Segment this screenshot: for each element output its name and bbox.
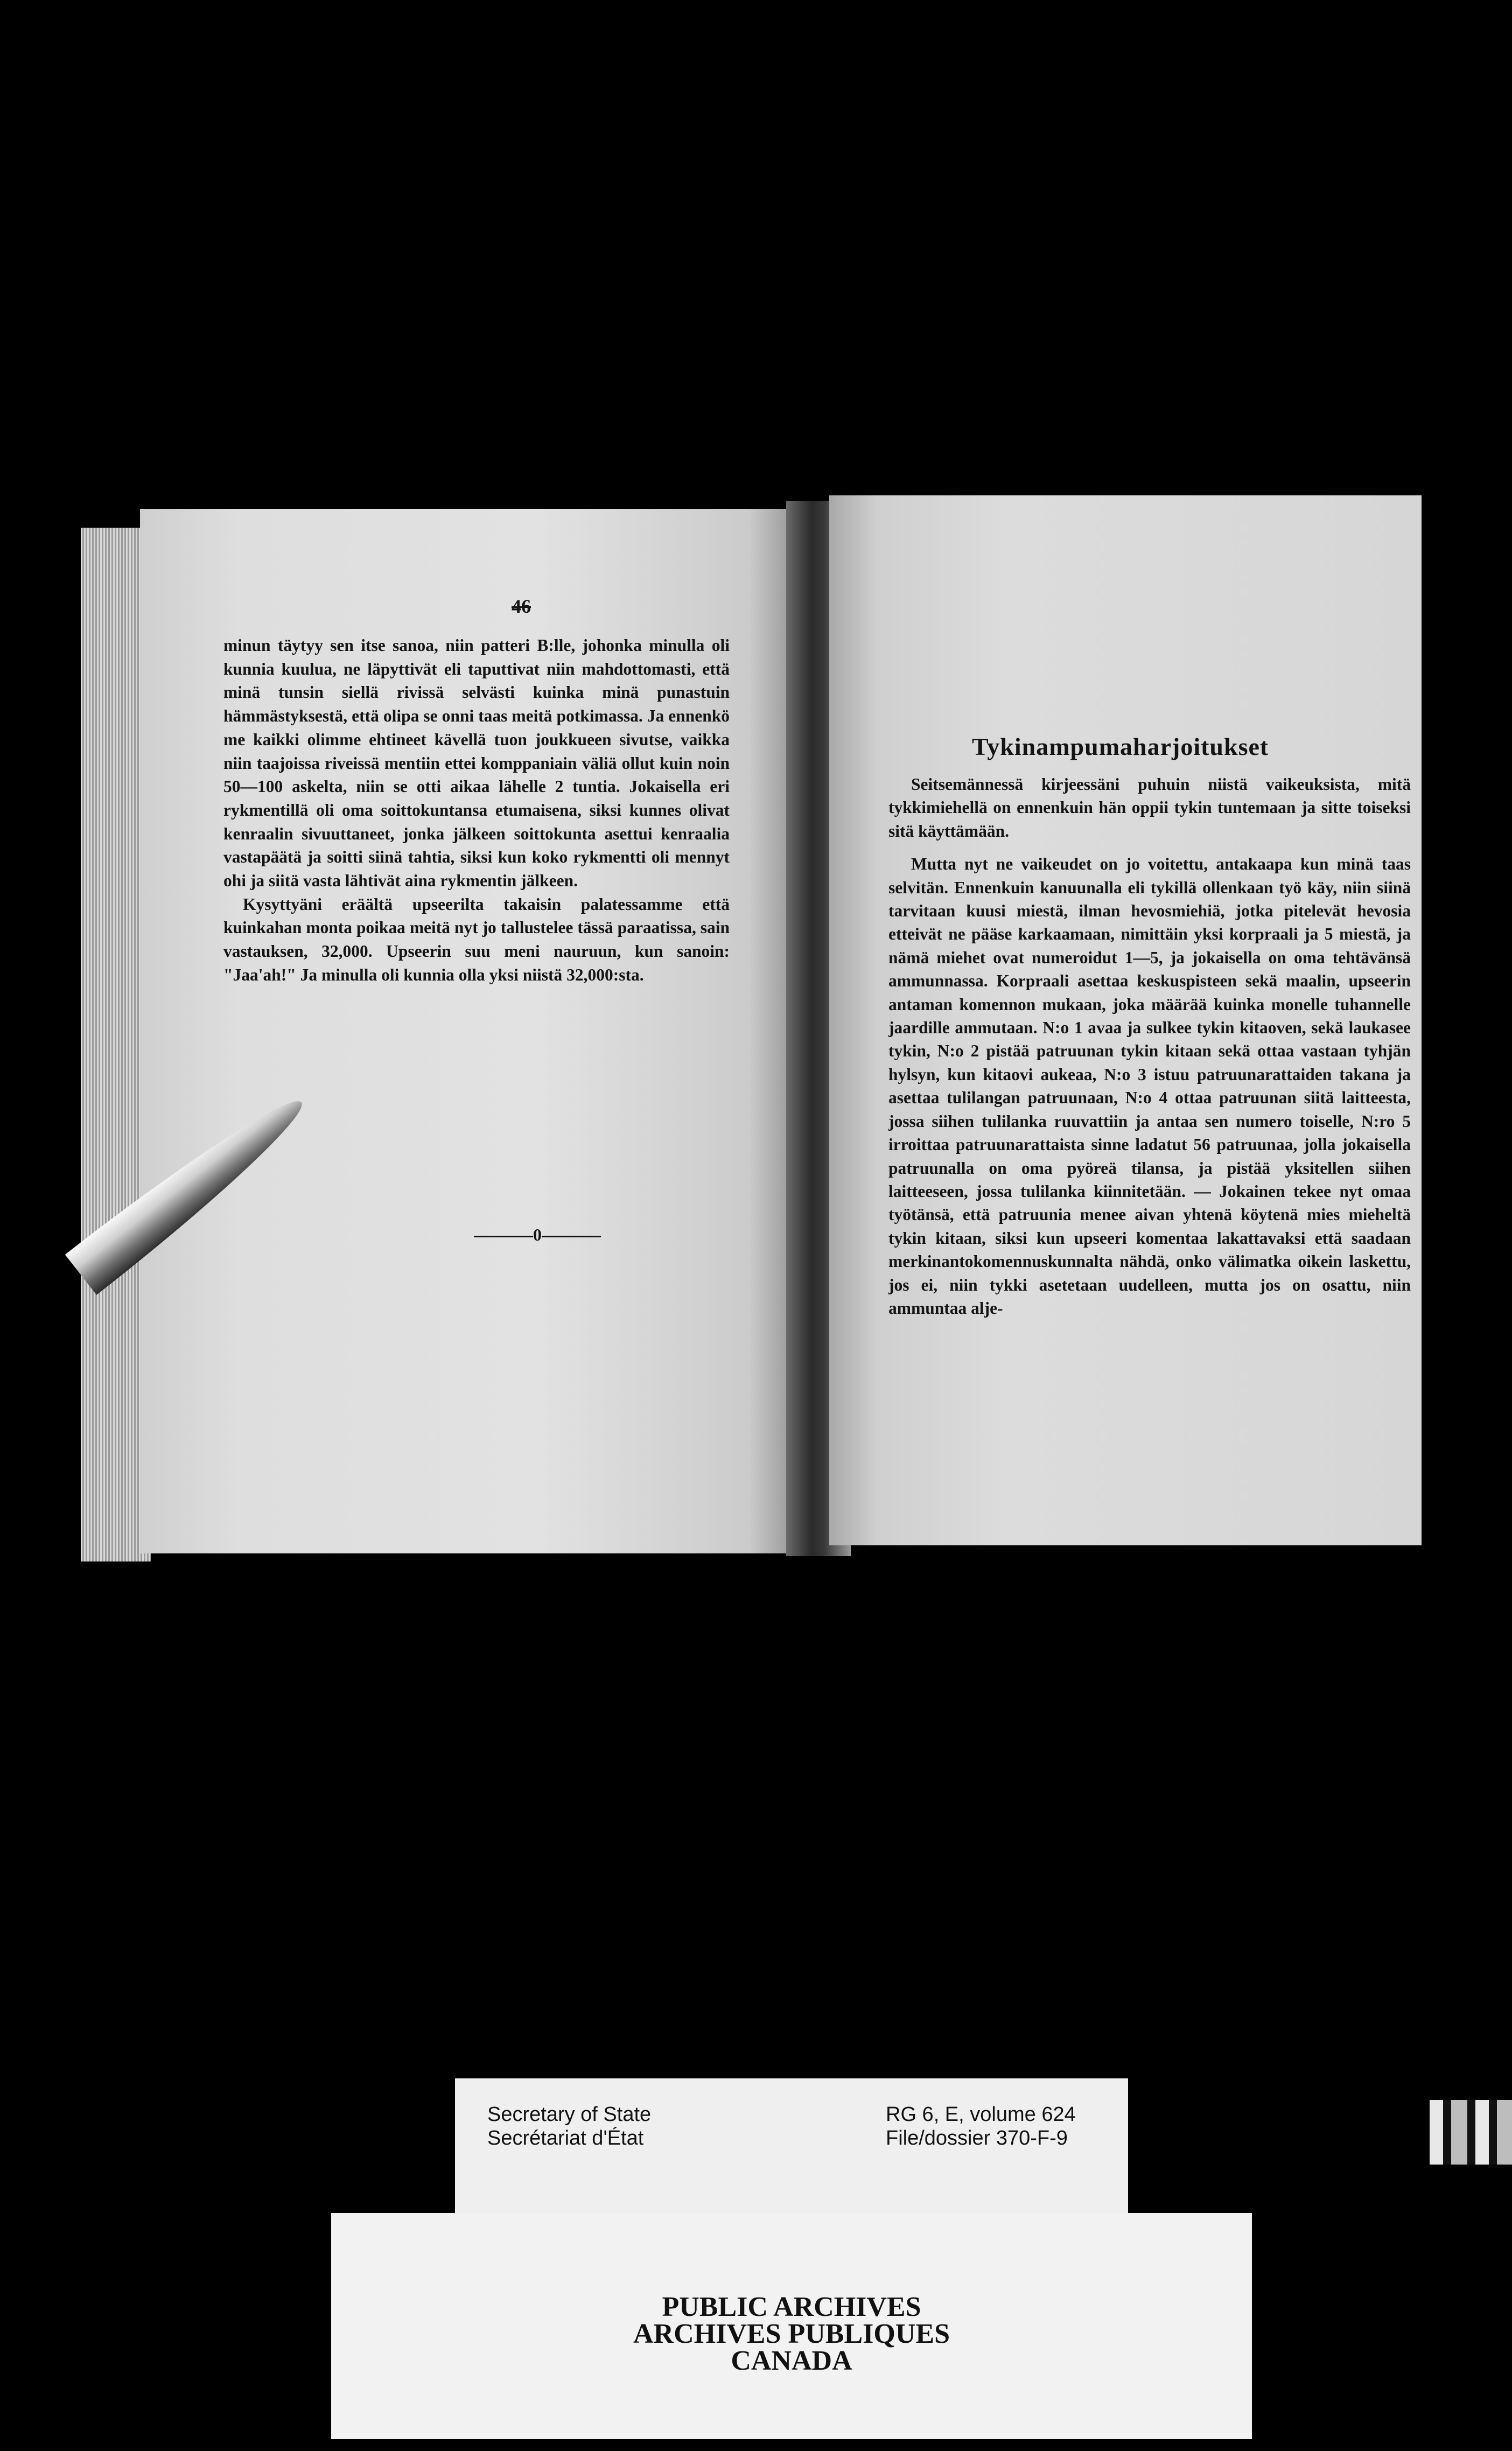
right-paragraph-2: Mutta nyt ne vaikeudet on jo voitettu, antakaapa kun minä taas selvitän. Ennenkuin kanuunalla eli tykillä ollenkaan työ käy, niin siinä tarvitaan kuusi miestä, ilman hevosmiehiä, jotka pitelevät hevosia etteivät ne pääse karkaamaan, nimittäin yksi korpraali ja 5 miestä, ja nämä miehet ovat numeroidut 1—5, ja jokaisella on oma tehtävänsä ammunnassa. Korpraali asettaa keskuspisteen sekä maalin, upseerin antaman komennon mukaan, joka määrää kuinka monelle tuhannelle jaardille ammutaan. N:o 1 avaa ja sulkee tykin kitaoven, sekä laukasee tykin, N:o 2 pistää patruunan tykin kitaan sekä ottaa vastaan tyhjän hylsyn, kun kitaovi aukeaa, N:o 3 istuu patruunarattaiden takana ja asettaa tulilangan patruunaan, N:o 4 ottaa patruunan siitä laitteesta, jossa siihen tulilanka ruuvattiin ja antaa sen numero toiselle, N:ro 5 irroittaa patruunarattaista sinne ladatut 56 patruunaa, jolla jokaisella patruunalla on oma pyöreä tilansa, ja pistää yksitellen siihen laitteeseen, jossa tulilanka kiinnitetään. — Jokainen tekee nyt omaa työtänsä, että patruunia menee aivan yhtenä köytenä mies mieheltä tykin kitaan, siksi kun upseeri komentaa lakattavaksi että saadaan merkinantokomennuskunnalta nähdä, onko välimatka oikein laskettu, jos ei, niin tykki asetetaan uudelleen, mutta jos on osattu, niin ammuntaa alje-: [888, 855, 1411, 1318]
department-english: Secretary of State: [487, 2103, 652, 2126]
stamp-line-1: PUBLIC ARCHIVES: [662, 2292, 921, 2322]
left-page-text: [223, 634, 730, 987]
chapter-title: Tykinampumaharjoitukset: [972, 733, 1269, 760]
left-paragraph-1: minun täytyy sen itse sanoa, niin patteri B:lle, johonka minulla oli kunnia kuulua, ne läpyttivät eli taputtivat niin mahdottomasti, että minä tunsin siellä rivissä selvästi kuinka minä punastuin hämmästyksestä, että olipa se onni taas meitä potkimassa. Ja ennenkö me kaikki olimme ehtineet kävellä tuon joukkueen sivutse, vaikka niin taajoissa riveissä mentiin ettei komppaniain väliä ollut kuin noin 50—100 askelta, niin se otti aikaa lähelle 2 tuntia. Jokaisella eri rykmentillä oli oma soittokuntansa etumaisena, siksi kunnes olivat kenraalin sivuuttaneet, jonka jälkeen soittokunta asettui kenraalia vastapäätä ja soitti siinä tahtia, siksi kun koko rykmentti oli mennyt ohi ja siitä vasta lähtivät aina rykmentin jälkeen.: [223, 636, 730, 891]
end-mark-rule-right: [542, 1236, 601, 1237]
archives-stamp: [331, 2294, 1252, 2375]
end-mark-symbol: 0: [533, 1225, 542, 1244]
section-end-mark: [474, 1225, 601, 1245]
department-name: [487, 2103, 651, 2150]
file-dossier: File/dossier 370-F-9: [886, 2127, 1068, 2149]
stamp-line-2: ARCHIVES PUBLIQUES: [633, 2319, 950, 2349]
right-paragraph-1: Seitsemännessä kirjeessäni puhuin niistä vaikeuksista, mitä tykkimiehellä on ennenkuin hän oppii tykin tuntemaan ja sitte toiseksi sitä käyttämään.: [888, 775, 1411, 841]
open-book: [81, 495, 1422, 1561]
file-reference: [886, 2103, 1076, 2150]
archives-stamp-card: [331, 2213, 1252, 2439]
end-mark-rule-left: [474, 1236, 533, 1237]
record-group: RG 6, E, volume 624: [886, 2103, 1076, 2126]
department-french: Secrétariat d'État: [487, 2127, 644, 2149]
page-number: 46: [512, 596, 531, 617]
right-page: [829, 495, 1422, 1545]
stamp-line-3: CANADA: [731, 2345, 852, 2376]
right-page-text: [888, 773, 1411, 1320]
film-frame-mark: [1430, 2100, 1512, 2165]
left-paragraph-2: Kysyttyäni eräältä upseerilta takaisin palatessamme että kuinkahan monta poikaa meitä nyt jo tallustelee tässä paraatissa, sain vastauksen, 32,000. Upseerin suu meni nauruun, kun sanoin: "Jaa'ah!" Ja minulla oli kunnia olla yksi niistä 32,000:sta.: [223, 894, 730, 984]
left-page: [140, 509, 802, 1553]
